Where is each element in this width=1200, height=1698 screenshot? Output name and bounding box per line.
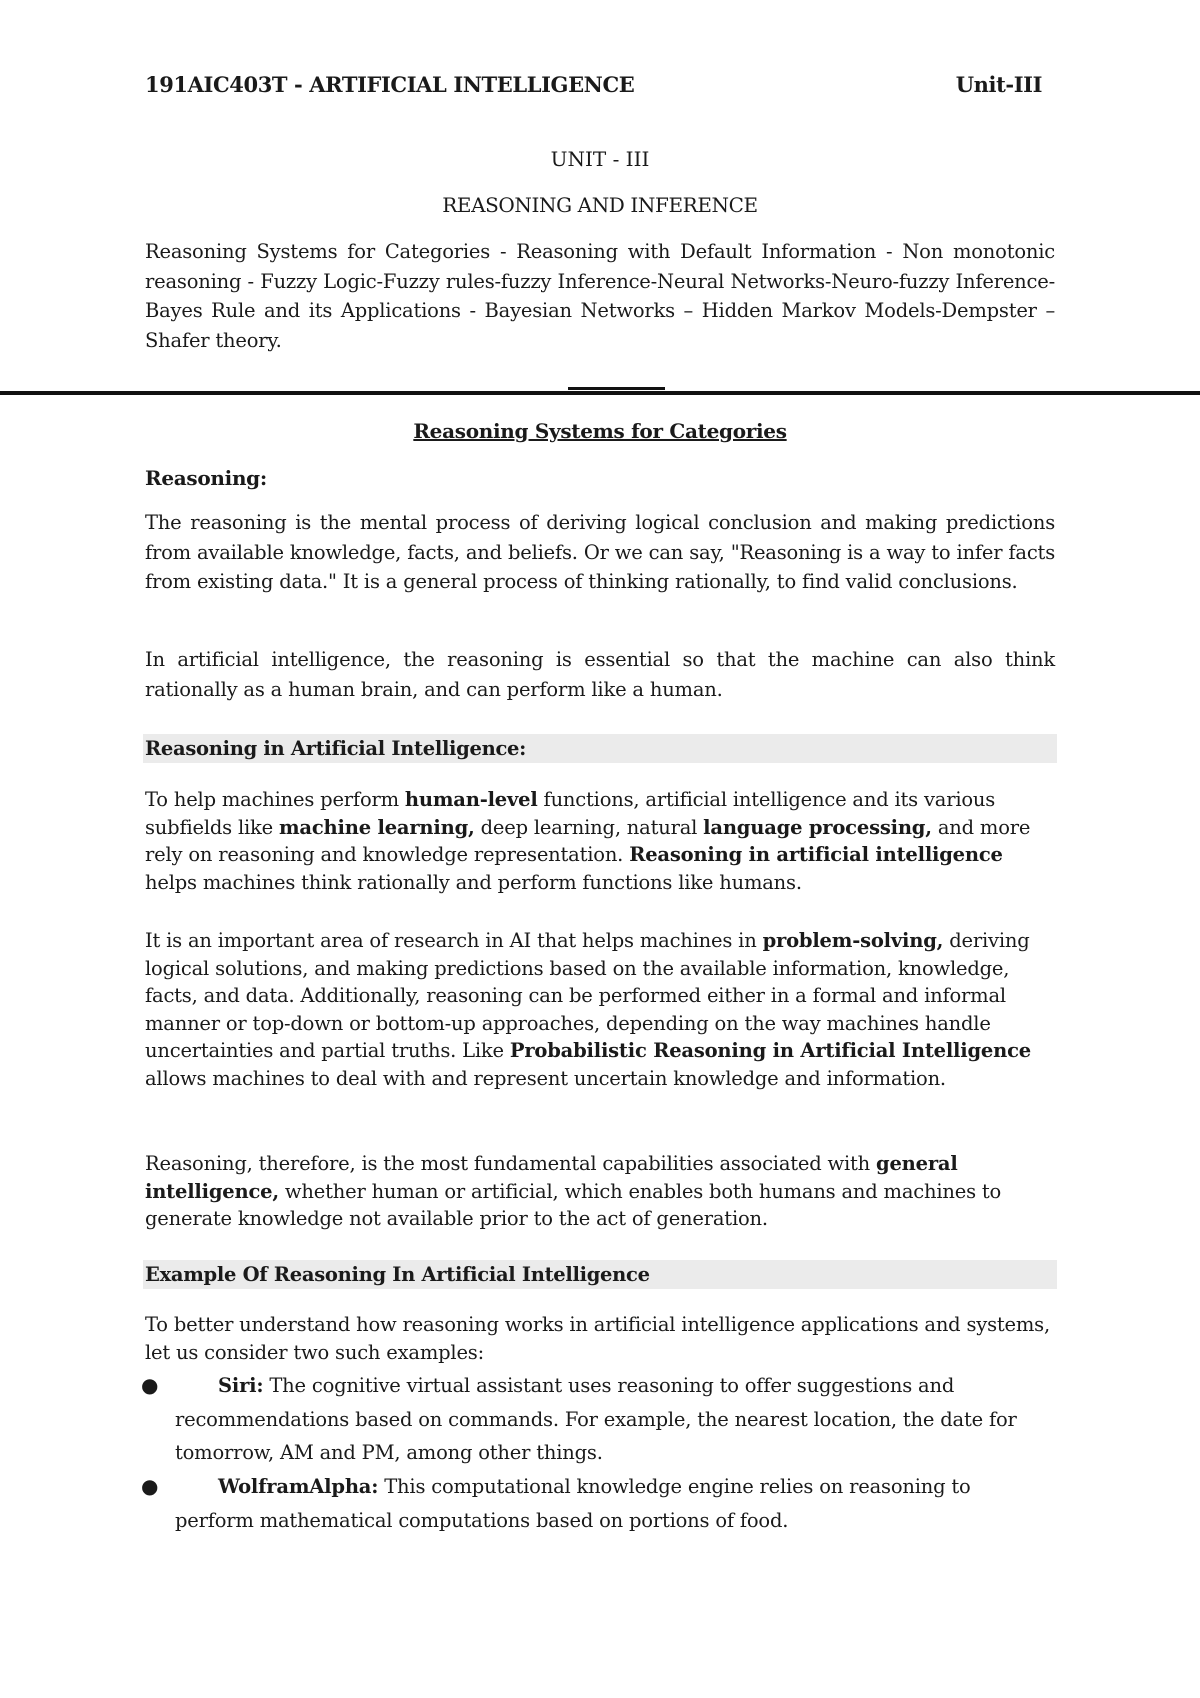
bullet-term: WolframAlpha: — [218, 1475, 379, 1498]
paragraph-reasoning-definition: The reasoning is the mental process of deriving logical conclusion and making predictions from available knowledge, facts, and beliefs. Or we can say, "Reasoning is a way to infer facts from existing data." It is a general process of thinking rationally, to find valid conclusions. — [145, 511, 1055, 593]
section-title: Reasoning Systems for Categories — [413, 419, 787, 443]
bullet-icon: ● — [141, 1373, 159, 1397]
paragraph-examples-intro: To better understand how reasoning works in artificial intelligence applications and systems, let us consider two such examples: — [145, 1313, 1050, 1364]
paragraph-reasoning-ai: In artificial intelligence, the reasoning is essential so that the machine can also think rationally as a human brain, and can perform like a human. — [145, 648, 1055, 701]
bullet-text: The cognitive virtual assistant uses reasoning to offer suggestions and recommendations based on commands. For example, the nearest location, the date for tomorrow, AM and PM, among other things. — [175, 1374, 1017, 1464]
paragraph-human-level: To help machines perform human-level functions, artificial intelligence and its various subfields like machine learning, deep learning, natural language processing, and more rely on reasoning and knowledge representation. Reasoning in artificial intelligence helps machines think rationally and perform functions like humans. — [145, 788, 1031, 894]
heading-reasoning-in-ai: Reasoning in Artificial Intelligence: — [143, 734, 1057, 763]
unit-title: UNIT - III — [550, 147, 650, 171]
paragraph-research-area: It is an important area of research in AI that helps machines in problem-solving, deriving logical solutions, and making predictions based on the available information, knowledge, facts, and data. Additionally, reasoning can be performed either in a formal and informal manner or top-down or bottom-up approaches, depending on the way machines handle uncertainties and partial truths. Like Probabilistic Reasoning in Artificial Intelligence allows machines to deal with and represent uncertain knowledge and information. — [145, 929, 1031, 1090]
header-unit-label: Unit-III — [955, 72, 1042, 97]
reasoning-heading: Reasoning: — [145, 466, 267, 490]
divider-accent — [568, 387, 665, 390]
unit-subtitle: REASONING AND INFERENCE — [442, 193, 758, 217]
syllabus-topics: Reasoning Systems for Categories - Reasoning with Default Information - Non monotonic reasoning - Fuzzy Logic-Fuzzy rules-fuzzy Inference-Neural Networks-Neuro-fuzzy Inference- Bayes Rule and its Applications - Bayesian Networks – Hidden Markov Models-Dempster – Shafer theory. — [145, 240, 1055, 352]
bullet-text: This computational knowledge engine relies on reasoning to perform mathematical computations based on portions of food. — [175, 1475, 971, 1532]
section-divider — [0, 391, 1200, 395]
bullet-term: Siri: — [218, 1374, 264, 1397]
heading-example-reasoning: Example Of Reasoning In Artificial Intelligence — [143, 1260, 1057, 1289]
header-course-title: 191AIC403T - ARTIFICIAL INTELLIGENCE — [145, 72, 635, 97]
bullet-icon: ● — [141, 1474, 159, 1498]
paragraph-general-intelligence: Reasoning, therefore, is the most fundamental capabilities associated with general intelligence, whether human or artificial, which enables both humans and machines to generate knowledge not available prior to the act of generation. — [145, 1152, 1002, 1230]
